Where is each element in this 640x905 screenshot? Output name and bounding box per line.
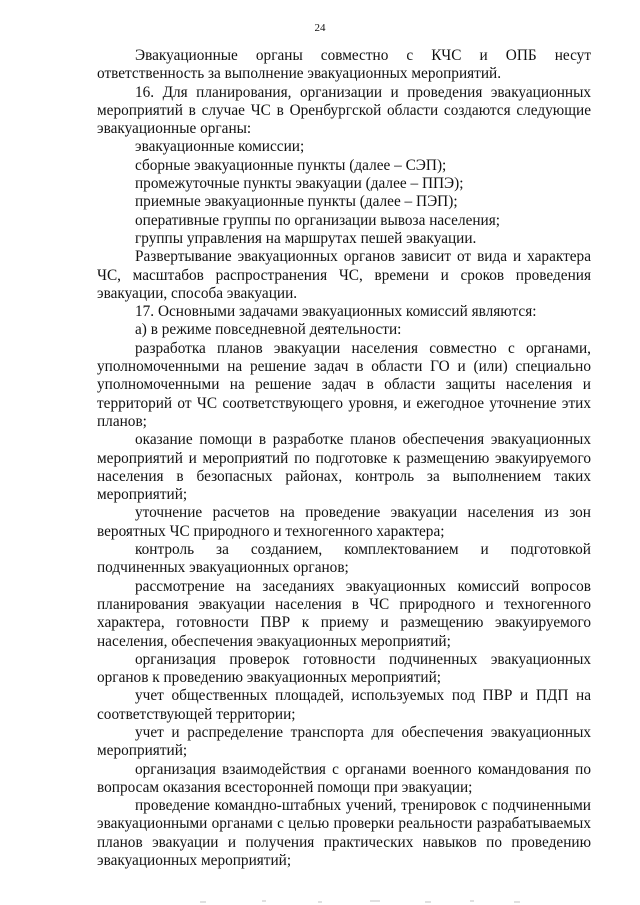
paragraph-p14: уточнение расчетов на проведение эвакуации населения из зон вероятных ЧС природного и техногенного характера; [97, 504, 591, 540]
paragraph-p11: а) в режиме повседневной деятельности: [135, 321, 402, 339]
paragraph-p9: Развертывание эвакуационных органов зависит от вида и характера ЧС, масштабов распространения ЧС, времени и сроков проведения эвакуации, способа эвакуации. [97, 248, 591, 302]
paragraph-p6: приемные эвакуационные пункты (далее – ПЭП); [135, 193, 458, 211]
paragraph-p3: эвакуационные комиссии; [135, 138, 305, 156]
paragraph-p17: организация проверок готовности подчиненных эвакуационных органов к проведению эвакуационных мероприятий; [97, 650, 591, 687]
scan-artifact-marks [0, 895, 640, 905]
paragraph-p2: 16. Для планирования, организации и проведения эвакуационных мероприятий в случае ЧС в Оренбургской области создаются следующие эвакуационные органы: [97, 83, 591, 138]
paragraph-p21: проведение командно-штабных учений, тренировок с подчиненными эвакуационными органами с целью проверки реальности разрабатываемых планов эвакуации и получения практических навыков по проведению эвакуационных мероприятий; [97, 797, 591, 870]
paragraph-p20: организация взаимодействия с органами военного командования по вопросам оказания всесторонней помощи при эвакуации; [97, 760, 591, 796]
document-body [97, 47, 591, 870]
paragraph-p19: учет и распределение транспорта для обеспечения эвакуационных мероприятий; [97, 723, 591, 760]
paragraph-p13: оказание помощи в разработке планов обеспечения эвакуационных мероприятий и мероприятий по подготовке к размещению эвакуируемого населения в безопасных районах, контроль за выполнением таких мероприятий; [97, 431, 591, 504]
paragraph-p12: разработка планов эвакуации населения совместно с органами, уполномоченными на решение задач в области ГО и (или) специально уполномоченными на решение задач в области защиты населения и территорий от ЧС соответствующего уровня, и ежегодное уточнение этих планов; [97, 339, 591, 430]
paragraph-p7: оперативные группы по организации вывоза населения; [135, 211, 501, 229]
paragraph-p8: группы управления на маршрутах пешей эвакуации. [135, 229, 477, 247]
paragraph-p15: контроль за созданием, комплектованием и подготовкой подчиненных эвакуационных органов; [97, 541, 591, 577]
paragraph-p5: промежуточные пункты эвакуации (далее – ППЭ); [135, 175, 464, 193]
page-number: 24 [314, 22, 326, 34]
paragraph-p10: 17. Основными задачами эвакуационных комиссий являются: [135, 303, 537, 321]
paragraph-p18: учет общественных площадей, используемых под ПВР и ПДП на соответствующей территории; [97, 687, 591, 723]
paragraph-p16: рассмотрение на заседаниях эвакуационных комиссий вопросов планирования эвакуации населения в ЧС природного и техногенного характера, готовности ПВР к приему и размещению эвакуируемого населения, обеспечения эвакуационных мероприятий; [97, 577, 591, 650]
paragraph-p1: Эвакуационные органы совместно с КЧС и ОПБ несут ответственность за выполнение эвакуационных мероприятий. [97, 47, 591, 83]
paragraph-p4: сборные эвакуационные пункты (далее – СЭП); [135, 156, 447, 174]
